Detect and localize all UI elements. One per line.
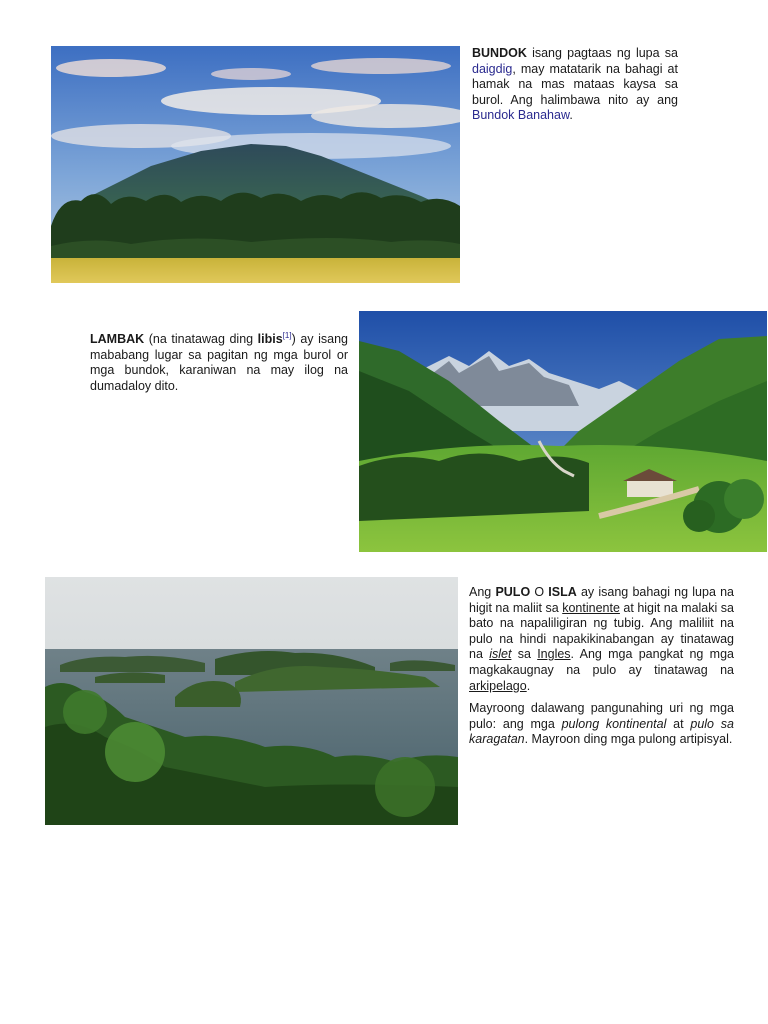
link-arkipelago[interactable]: arkipelago (469, 678, 527, 693)
link-kontinente[interactable]: kontinente (562, 600, 620, 615)
mountain-photo (51, 46, 460, 283)
island-photo (45, 577, 458, 825)
valley-photo (359, 311, 767, 552)
term-islet[interactable]: islet (489, 647, 512, 662)
term-pulo-sa-karagatan: pulo sa karagatan (469, 716, 734, 747)
link-daigdig[interactable]: daigdig (472, 61, 513, 76)
term-isla: ISLA (548, 585, 577, 599)
term-pulong-kontinental: pulong kontinental (561, 716, 667, 731)
footnote-link[interactable]: [1] (282, 330, 292, 340)
term-lambak: LAMBAK (90, 332, 145, 346)
term-libis: libis (257, 332, 283, 346)
pulo-paragraph: Ang PULO O ISLA ay isang bahagi ng lupa na higit na maliit sa kontinente at higit na malaki sa bato na napaliligiran ng tubig. Ang maliliit na pulo na hindi napakikinabangan ay tinatawag na islet sa Ingles. Ang mga pangkat ng mga magkakaugnay na pulo ay tinatawag na arkipelago. (469, 585, 735, 693)
pulo-types-paragraph: Mayroong dalawang pangunahing uri ng mga pulo: ang mga pulong kontinental at pulo sa karagatan. Mayroon ding mga pulong artipisyal. (469, 701, 734, 747)
lambak-paragraph: LAMBAK (na tinatawag ding libis[1]) ay isang mababang lugar sa pagitan ng mga burol or mga bundok, karaniwan na may ilog na dumadaloy dito. (90, 330, 348, 393)
term-pulo: PULO (495, 585, 531, 599)
bundok-paragraph: BUNDOK isang pagtaas ng lupa sa daigdig, may matatarik na bahagi at hamak na mas mataas kaysa sa burol. Ang halimbawa nito ay ang Bundok Banahaw. (472, 46, 678, 123)
term-bundok: BUNDOK (472, 46, 527, 60)
link-bundok-banahaw[interactable]: Bundok Banahaw (472, 108, 570, 123)
pulo-section (469, 585, 734, 755)
link-ingles[interactable]: Ingles (537, 647, 571, 662)
